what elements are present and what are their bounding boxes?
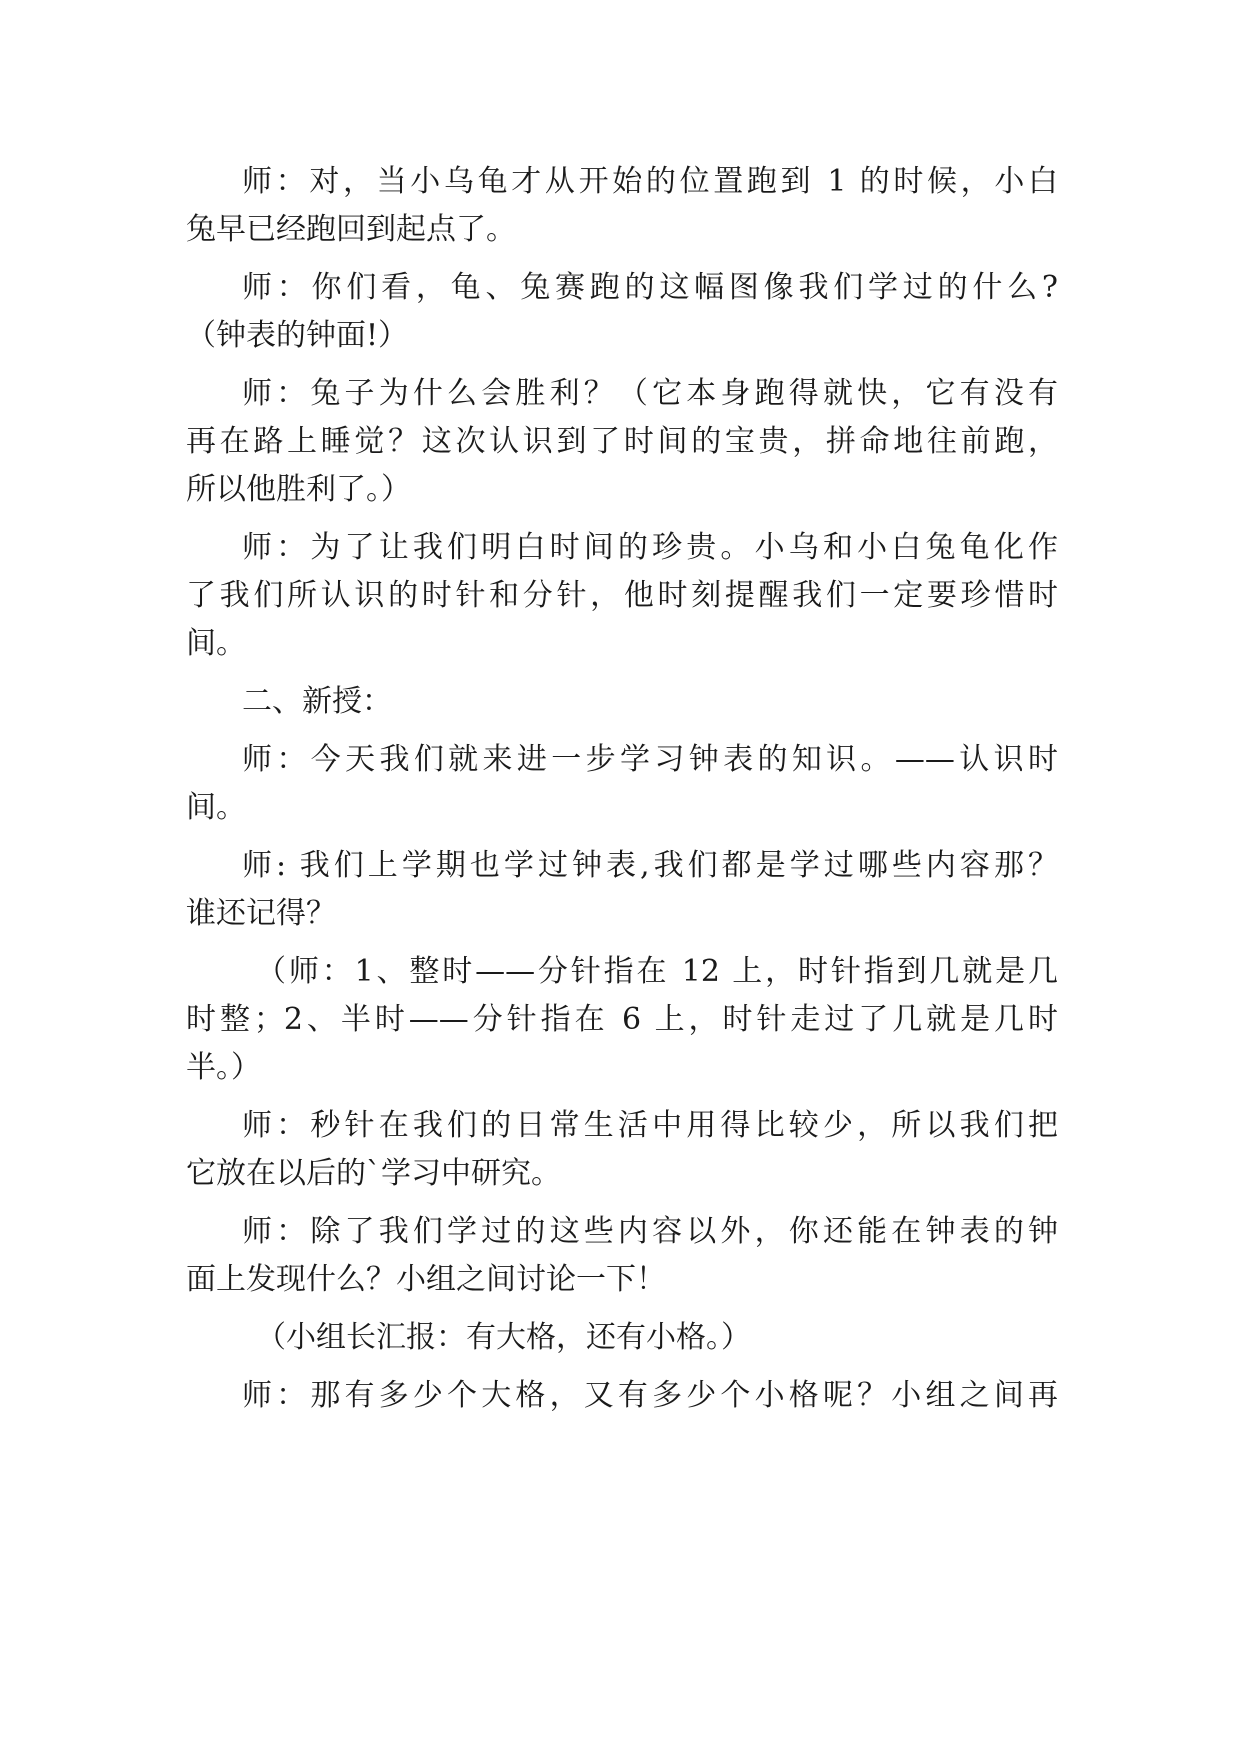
paragraph-line: 师：你们看，龟、兔赛跑的这幅图像我们学过的什么?	[242, 270, 1058, 305]
paragraph-line: 师：对，当小乌龟才从开始的位置跑到 1 的时候，小白	[242, 164, 1058, 199]
paragraph-line: 半。）	[186, 1050, 261, 1085]
paragraph-line: 时整；2、半时——分针指在 6 上，时针走过了几就是几时	[186, 1002, 1058, 1037]
paragraph-line: 所以他胜利了。）	[186, 472, 411, 507]
paragraph-line: 面上发现什么？小组之间讨论一下！	[186, 1262, 666, 1297]
paragraph-line: （钟表的钟面!）	[186, 318, 409, 353]
paragraph-line: （小组长汇报：有大格，还有小格。）	[256, 1320, 751, 1355]
paragraph-line: 师：秒针在我们的日常生活中用得比较少，所以我们把	[242, 1108, 1058, 1143]
paragraph-line: 它放在以后的`学习中研究。	[186, 1156, 561, 1191]
paragraph-line: 师：为了让我们明白时间的珍贵。小乌和小白兔龟化作	[242, 530, 1058, 565]
paragraph-line: 兔早已经跑回到起点了。	[186, 212, 516, 247]
paragraph-line: 了我们所认识的时针和分针，他时刻提醒我们一定要珍惜时	[186, 578, 1058, 613]
paragraph-line: 师：那有多少个大格，又有多少个小格呢？小组之间再	[242, 1378, 1058, 1413]
paragraph-line: 师：除了我们学过的这些内容以外，你还能在钟表的钟	[242, 1214, 1058, 1249]
section-heading: 二、新授：	[242, 684, 392, 719]
paragraph-line: 师: 我们上学期也学过钟表,我们都是学过哪些内容那？	[242, 848, 1058, 883]
paragraph-line: 师：今天我们就来进一步学习钟表的知识。——认识时	[242, 742, 1058, 777]
paragraph-line: 间。	[186, 626, 246, 661]
paragraph-line: （师：1、整时——分针指在 12 上，时针指到几就是几	[256, 954, 1058, 989]
paragraph-line: 再在路上睡觉？这次认识到了时间的宝贵，拼命地往前跑，	[186, 424, 1058, 459]
paragraph-line: 师：兔子为什么会胜利？（它本身跑得就快，它有没有	[242, 376, 1058, 411]
paragraph-line: 谁还记得？	[186, 896, 336, 931]
paragraph-line: 间。	[186, 790, 246, 825]
